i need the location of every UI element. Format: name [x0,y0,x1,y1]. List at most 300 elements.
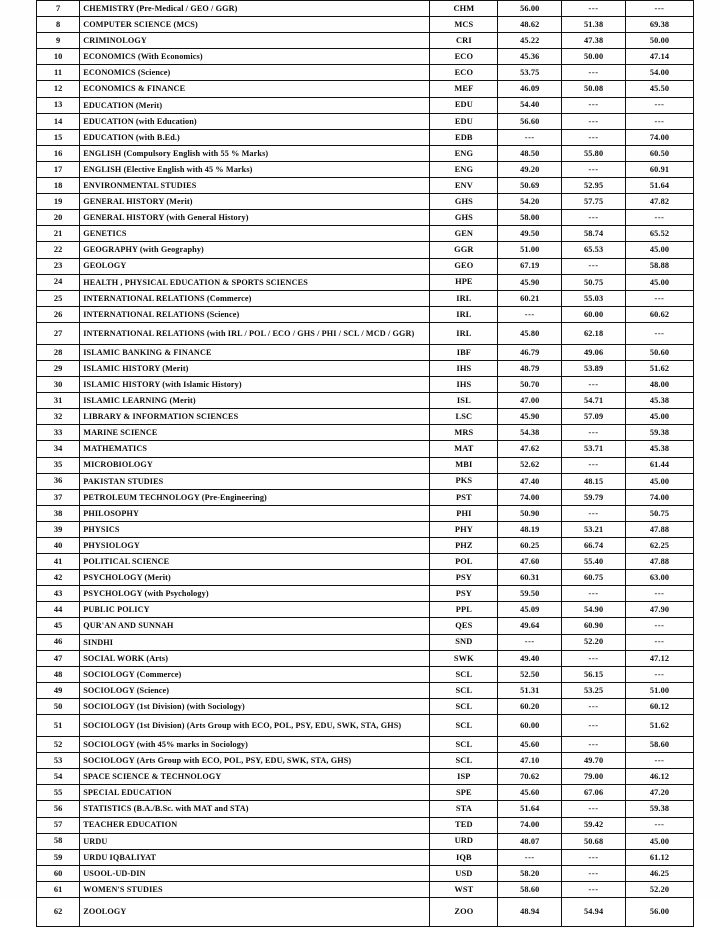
value-2-cell: --- [562,258,626,274]
value-3-cell: 63.00 [626,570,694,586]
table-row [37,306,694,322]
value-1-cell: 60.25 [498,538,562,554]
value-3-cell: 47.12 [626,650,694,666]
table-row [37,586,694,602]
subject-code-cell: PHZ [430,538,498,554]
value-1-cell: 54.20 [498,194,562,210]
value-1-cell: 48.50 [498,145,562,161]
value-3-cell: 46.25 [626,865,694,881]
row-number-cell: 52 [37,737,80,753]
row-number-cell: 27 [37,322,80,344]
row-number-cell: 13 [37,97,80,113]
row-number-cell: 25 [37,290,80,306]
subject-code-cell: TED [430,817,498,833]
value-2-cell: 54.94 [562,897,626,926]
table-body [37,1,694,927]
value-3-cell: 60.62 [626,306,694,322]
value-2-cell: 47.38 [562,33,626,49]
subject-name-cell: SOCIOLOGY (1st Division) (with Sociology) [80,698,430,714]
table-row [37,161,694,177]
subject-code-cell: GEN [430,226,498,242]
value-2-cell: 66.74 [562,538,626,554]
subject-name-cell: WOMEN'S STUDIES [80,881,430,897]
subject-code-cell: SCL [430,737,498,753]
subject-code-cell: LSC [430,409,498,425]
value-2-cell: 60.75 [562,570,626,586]
table-row [37,393,694,409]
value-2-cell: --- [562,65,626,81]
table-row [37,570,694,586]
subject-code-cell: SCL [430,698,498,714]
value-3-cell: 58.88 [626,258,694,274]
table-row [37,715,694,737]
value-2-cell: --- [562,849,626,865]
value-2-cell: 55.40 [562,554,626,570]
value-1-cell: 49.20 [498,161,562,177]
table-row [37,505,694,521]
subject-code-cell: PHI [430,505,498,521]
row-number-cell: 21 [37,226,80,242]
row-number-cell: 20 [37,210,80,226]
row-number-cell: 49 [37,682,80,698]
row-number-cell: 11 [37,65,80,81]
table-row [37,897,694,926]
value-3-cell: 50.60 [626,344,694,360]
value-2-cell: 53.21 [562,521,626,537]
table-row [37,817,694,833]
value-3-cell: --- [626,322,694,344]
subject-name-cell: POLITICAL SCIENCE [80,554,430,570]
subject-code-cell: ISL [430,393,498,409]
value-1-cell: 45.60 [498,737,562,753]
value-2-cell: 50.00 [562,49,626,65]
value-2-cell: --- [562,865,626,881]
row-number-cell: 39 [37,521,80,537]
value-3-cell: --- [626,97,694,113]
table-row [37,65,694,81]
subject-name-cell: ENVIRONMENTAL STUDIES [80,178,430,194]
row-number-cell: 14 [37,113,80,129]
row-number-cell: 28 [37,344,80,360]
subject-code-cell: IRL [430,290,498,306]
table-row [37,97,694,113]
table-row [37,489,694,505]
value-1-cell: 46.09 [498,81,562,97]
value-2-cell: 65.53 [562,242,626,258]
subject-code-cell: ZOO [430,897,498,926]
value-3-cell: 45.00 [626,833,694,849]
value-1-cell: 50.70 [498,377,562,393]
row-number-cell: 35 [37,457,80,473]
table-row [37,129,694,145]
row-number-cell: 51 [37,715,80,737]
value-3-cell: 54.00 [626,65,694,81]
value-1-cell: 49.40 [498,650,562,666]
value-1-cell: 74.00 [498,489,562,505]
value-2-cell: --- [562,210,626,226]
subject-code-cell: USD [430,865,498,881]
row-number-cell: 32 [37,409,80,425]
value-2-cell: --- [562,505,626,521]
row-number-cell: 34 [37,441,80,457]
value-2-cell: 50.08 [562,81,626,97]
value-2-cell: 51.38 [562,17,626,33]
table-row [37,538,694,554]
value-3-cell: 60.91 [626,161,694,177]
subject-name-cell: URDU IQBALIYAT [80,849,430,865]
subject-name-cell: SOCIOLOGY (1st Division) (Arts Group with ECO, POL, PSY, EDU, SWK, STA, GHS) [80,715,430,737]
value-1-cell: 45.36 [498,49,562,65]
table-row [37,178,694,194]
subject-code-cell: IHS [430,360,498,376]
subject-code-cell: SCL [430,666,498,682]
value-2-cell: 50.68 [562,833,626,849]
subject-name-cell: MICROBIOLOGY [80,457,430,473]
value-2-cell: 53.25 [562,682,626,698]
value-1-cell: 45.90 [498,274,562,290]
subject-code-cell: ENG [430,161,498,177]
value-3-cell: 69.38 [626,17,694,33]
subject-name-cell: PUBLIC POLICY [80,602,430,618]
subject-name-cell: CHEMISTRY (Pre-Medical / GEO / GGR) [80,1,430,17]
subject-code-cell: WST [430,881,498,897]
value-2-cell: --- [562,161,626,177]
subject-name-cell: INTERNATIONAL RELATIONS (Commerce) [80,290,430,306]
table-row [37,441,694,457]
table-row [37,226,694,242]
value-3-cell: --- [626,666,694,682]
table-row [37,785,694,801]
value-2-cell: 79.00 [562,769,626,785]
subject-name-cell: SINDHI [80,634,430,650]
subject-code-cell: HPE [430,274,498,290]
row-number-cell: 43 [37,586,80,602]
value-1-cell: 67.19 [498,258,562,274]
row-number-cell: 33 [37,425,80,441]
subject-name-cell: PHYSICS [80,521,430,537]
subject-code-cell: IHS [430,377,498,393]
value-3-cell: 47.88 [626,521,694,537]
subject-name-cell: TEACHER EDUCATION [80,817,430,833]
row-number-cell: 9 [37,33,80,49]
subject-name-cell: PETROLEUM TECHNOLOGY (Pre-Engineering) [80,489,430,505]
value-1-cell: 51.31 [498,682,562,698]
value-2-cell: --- [562,715,626,737]
table-row [37,258,694,274]
table-row [37,521,694,537]
value-1-cell: 48.94 [498,897,562,926]
value-3-cell: 51.62 [626,360,694,376]
value-2-cell: 60.00 [562,306,626,322]
subject-code-cell: IQB [430,849,498,865]
subject-code-cell: CRI [430,33,498,49]
value-1-cell: 45.22 [498,33,562,49]
value-1-cell: 48.62 [498,17,562,33]
subject-name-cell: ENGLISH (Elective English with 45 % Marks) [80,161,430,177]
value-1-cell: 47.60 [498,554,562,570]
subject-code-cell: IBF [430,344,498,360]
value-3-cell: 47.90 [626,602,694,618]
subject-code-cell: GHS [430,210,498,226]
subject-name-cell: ISLAMIC BANKING & FINANCE [80,344,430,360]
subject-code-cell: ECO [430,49,498,65]
value-3-cell: 74.00 [626,489,694,505]
subject-code-cell: PKS [430,473,498,489]
subject-code-cell: GGR [430,242,498,258]
value-1-cell: 48.19 [498,521,562,537]
value-2-cell: 59.42 [562,817,626,833]
table-row [37,634,694,650]
value-2-cell: 56.15 [562,666,626,682]
row-number-cell: 42 [37,570,80,586]
row-number-cell: 50 [37,698,80,714]
subject-name-cell: SOCIOLOGY (Science) [80,682,430,698]
subject-code-cell: PPL [430,602,498,618]
row-number-cell: 16 [37,145,80,161]
value-2-cell: 53.89 [562,360,626,376]
value-3-cell: 62.25 [626,538,694,554]
table-row [37,682,694,698]
value-1-cell: 58.60 [498,881,562,897]
value-2-cell: 48.15 [562,473,626,489]
value-3-cell: 60.50 [626,145,694,161]
row-number-cell: 31 [37,393,80,409]
table-row [37,737,694,753]
subject-name-cell: EDUCATION (with Education) [80,113,430,129]
value-2-cell: 50.75 [562,274,626,290]
subject-code-cell: ISP [430,769,498,785]
row-number-cell: 23 [37,258,80,274]
value-3-cell: --- [626,618,694,634]
value-2-cell: --- [562,377,626,393]
row-number-cell: 15 [37,129,80,145]
value-1-cell: 47.00 [498,393,562,409]
subject-name-cell: INTERNATIONAL RELATIONS (with IRL / POL / ECO / GHS / PHI / SCL / MCD / GGR) [80,322,430,344]
row-number-cell: 40 [37,538,80,554]
subject-code-cell: MRS [430,425,498,441]
table-row [37,274,694,290]
table-row [37,849,694,865]
value-1-cell: 58.00 [498,210,562,226]
value-3-cell: 45.00 [626,409,694,425]
value-3-cell: --- [626,113,694,129]
table-row [37,409,694,425]
subject-name-cell: EDUCATION (with B.Ed.) [80,129,430,145]
value-3-cell: 61.12 [626,849,694,865]
row-number-cell: 48 [37,666,80,682]
value-1-cell: 45.60 [498,785,562,801]
value-3-cell: 47.14 [626,49,694,65]
table-row [37,1,694,17]
subject-name-cell: MARINE SCIENCE [80,425,430,441]
value-1-cell: --- [498,306,562,322]
value-3-cell: 58.60 [626,737,694,753]
subject-code-cell: EDU [430,113,498,129]
value-3-cell: --- [626,210,694,226]
subject-name-cell: PSYCHOLOGY (with Psychology) [80,586,430,602]
table-row [37,833,694,849]
subject-name-cell: GENERAL HISTORY (with General History) [80,210,430,226]
table-row [37,769,694,785]
value-3-cell: 46.12 [626,769,694,785]
subject-name-cell: EDUCATION (Merit) [80,97,430,113]
value-2-cell: --- [562,801,626,817]
table-row [37,49,694,65]
value-2-cell: 49.70 [562,753,626,769]
value-1-cell: 45.09 [498,602,562,618]
value-1-cell: 60.31 [498,570,562,586]
subject-name-cell: CRIMINOLOGY [80,33,430,49]
table-row [37,17,694,33]
table-row [37,457,694,473]
value-1-cell: 51.00 [498,242,562,258]
table-row [37,33,694,49]
subject-name-cell: GENERAL HISTORY (Merit) [80,194,430,210]
value-3-cell: 47.88 [626,554,694,570]
value-1-cell: 46.79 [498,344,562,360]
subject-code-cell: SCL [430,715,498,737]
table-row [37,242,694,258]
table-row [37,210,694,226]
value-2-cell: 52.20 [562,634,626,650]
subject-code-cell: STA [430,801,498,817]
value-1-cell: 60.00 [498,715,562,737]
value-2-cell: --- [562,698,626,714]
value-3-cell: --- [626,586,694,602]
subject-code-cell: PST [430,489,498,505]
table-row [37,81,694,97]
value-3-cell: 51.00 [626,682,694,698]
row-number-cell: 36 [37,473,80,489]
value-2-cell: --- [562,129,626,145]
value-3-cell: 45.00 [626,242,694,258]
value-3-cell: 47.82 [626,194,694,210]
table-row [37,554,694,570]
subject-name-cell: ISLAMIC LEARNING (Merit) [80,393,430,409]
subject-code-cell: PSY [430,586,498,602]
subject-code-cell: ENG [430,145,498,161]
subject-name-cell: STATISTICS (B.A./B.Sc. with MAT and STA) [80,801,430,817]
value-2-cell: 57.09 [562,409,626,425]
row-number-cell: 29 [37,360,80,376]
value-3-cell: --- [626,290,694,306]
subject-code-cell: SWK [430,650,498,666]
value-3-cell: 74.00 [626,129,694,145]
value-1-cell: 56.60 [498,113,562,129]
subject-code-cell: CHM [430,1,498,17]
table-row [37,425,694,441]
subject-code-cell: MEF [430,81,498,97]
value-3-cell: 50.00 [626,33,694,49]
table-row [37,290,694,306]
subject-name-cell: SPECIAL EDUCATION [80,785,430,801]
value-1-cell: 74.00 [498,817,562,833]
table-row [37,377,694,393]
value-2-cell: 54.71 [562,393,626,409]
row-number-cell: 55 [37,785,80,801]
subject-code-cell: EDU [430,97,498,113]
value-1-cell: 52.50 [498,666,562,682]
value-1-cell: 60.20 [498,698,562,714]
row-number-cell: 7 [37,1,80,17]
row-number-cell: 10 [37,49,80,65]
value-1-cell: 51.64 [498,801,562,817]
value-2-cell: 60.90 [562,618,626,634]
row-number-cell: 41 [37,554,80,570]
row-number-cell: 58 [37,833,80,849]
row-number-cell: 56 [37,801,80,817]
value-2-cell: --- [562,113,626,129]
subject-code-cell: PSY [430,570,498,586]
value-3-cell: 45.00 [626,274,694,290]
value-1-cell: --- [498,849,562,865]
value-3-cell: 61.44 [626,457,694,473]
row-number-cell: 54 [37,769,80,785]
table-row [37,194,694,210]
subject-name-cell: COMPUTER SCIENCE (MCS) [80,17,430,33]
subject-name-cell: SOCIAL WORK (Arts) [80,650,430,666]
value-1-cell: 49.50 [498,226,562,242]
value-1-cell: --- [498,634,562,650]
subject-name-cell: URDU [80,833,430,849]
value-3-cell: --- [626,817,694,833]
value-1-cell: 70.62 [498,769,562,785]
table-row [37,753,694,769]
subject-name-cell: PHILOSOPHY [80,505,430,521]
subject-code-cell: EDB [430,129,498,145]
row-number-cell: 60 [37,865,80,881]
value-3-cell: 56.00 [626,897,694,926]
merit-list-table [36,0,694,927]
subject-code-cell: QES [430,618,498,634]
row-number-cell: 46 [37,634,80,650]
value-1-cell: 60.21 [498,290,562,306]
table-row [37,801,694,817]
value-2-cell: --- [562,650,626,666]
subject-name-cell: ISLAMIC HISTORY (Merit) [80,360,430,376]
value-3-cell: 59.38 [626,425,694,441]
subject-name-cell: INTERNATIONAL RELATIONS (Science) [80,306,430,322]
value-1-cell: 45.90 [498,409,562,425]
table-row [37,666,694,682]
value-3-cell: 51.64 [626,178,694,194]
row-number-cell: 19 [37,194,80,210]
value-3-cell: 45.50 [626,81,694,97]
table-row [37,881,694,897]
row-number-cell: 57 [37,817,80,833]
row-number-cell: 38 [37,505,80,521]
subject-code-cell: ENV [430,178,498,194]
value-3-cell: 59.38 [626,801,694,817]
value-3-cell: 50.75 [626,505,694,521]
subject-code-cell: GEO [430,258,498,274]
subject-name-cell: GEOGRAPHY (with Geography) [80,242,430,258]
row-number-cell: 61 [37,881,80,897]
subject-name-cell: ZOOLOGY [80,897,430,926]
subject-name-cell: ECONOMICS (With Economics) [80,49,430,65]
value-3-cell: 52.20 [626,881,694,897]
subject-code-cell: IRL [430,306,498,322]
subject-code-cell: SND [430,634,498,650]
table-row [37,322,694,344]
table-row [37,618,694,634]
subject-name-cell: GEOLOGY [80,258,430,274]
subject-name-cell: ECONOMICS (Science) [80,65,430,81]
table-row [37,473,694,489]
table-row [37,865,694,881]
row-number-cell: 53 [37,753,80,769]
value-3-cell: --- [626,753,694,769]
